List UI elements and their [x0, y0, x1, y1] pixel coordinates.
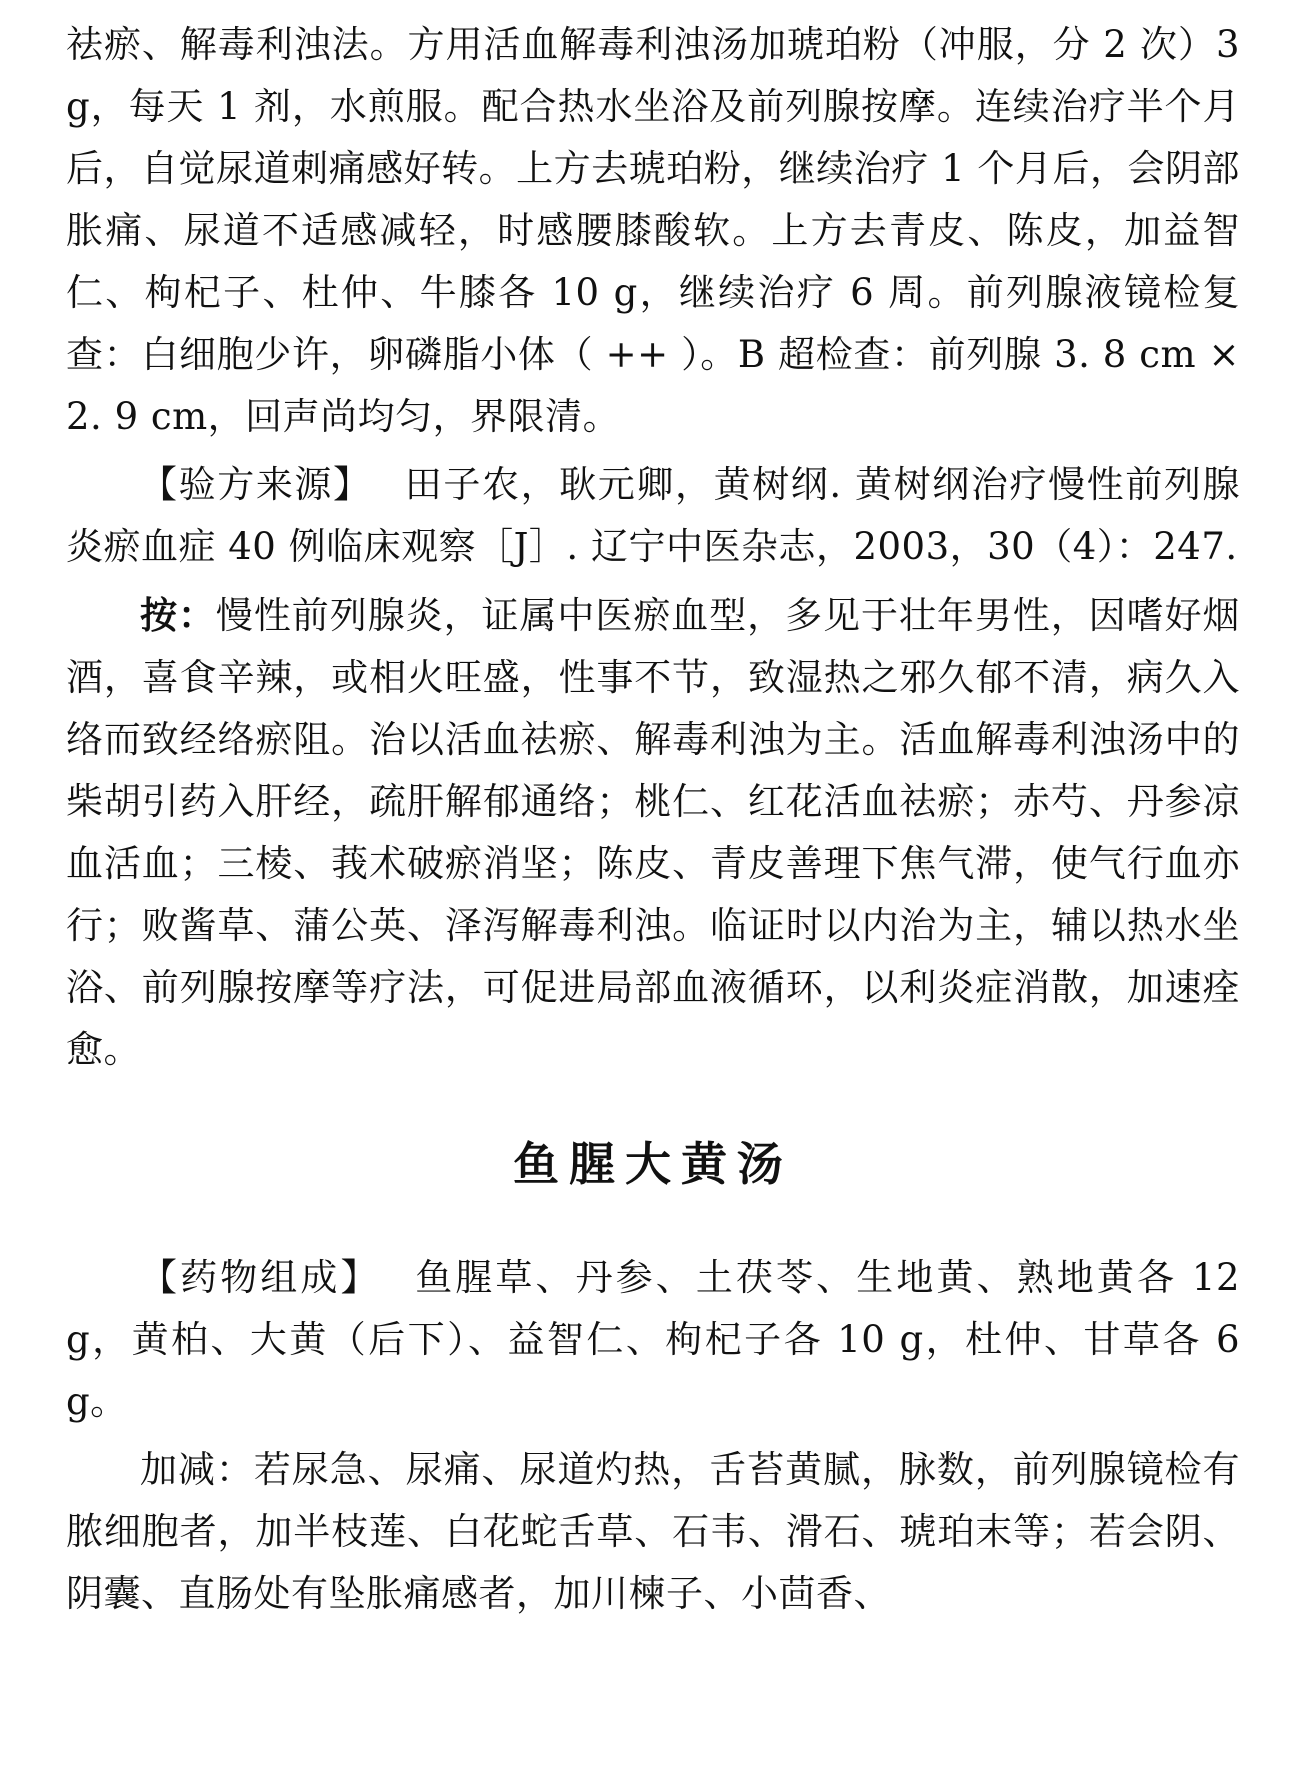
- source-paragraph: [66, 454, 1240, 578]
- source-label: 【验方来源】: [140, 463, 372, 506]
- note-paragraph: [66, 584, 1240, 1081]
- modification-text: 加减：若尿急、尿痛、尿道灼热，舌苔黄腻，脉数，前列腺镜检有脓细胞者，加半枝莲、白花蛇舌草、石韦、滑石、琥珀末等；若会阴、阴囊、直肠处有坠胀痛感者，加川楝子、小茴香、: [66, 1448, 1240, 1615]
- note-label: 按：: [140, 593, 216, 637]
- case-paragraph: [66, 14, 1240, 448]
- document-page: [66, 14, 1240, 1631]
- case-paragraph-text: 祛瘀、解毒利浊法。方用活血解毒利浊汤加琥珀粉（冲服，分 2 次）3 g，每天 1 剂，水煎服。配合热水坐浴及前列腺按摩。连续治疗半个月后，自觉尿道刺痛感好转。上方去琥珀粉，继续治疗 1 个月后，会阴部胀痛、尿道不适感减轻，时感腰膝酸软。上方去青皮、陈皮，加益智仁、枸杞子、杜仲、牛膝各 10 g，继续治疗 6 周。前列腺液镜检复查：白细胞少许，卵磷脂小体（ ++ ）。B 超检查：前列腺 3. 8 cm × 2. 9 cm，回声尚均匀，界限清。: [66, 23, 1240, 438]
- section-title: 鱼腥大黄汤: [513, 1137, 793, 1191]
- note-text: 慢性前列腺炎，证属中医瘀血型，多见于壮年男性，因嗜好烟酒，喜食辛辣，或相火旺盛，性事不节，致湿热之邪久郁不清，病久入络而致经络瘀阻。治以活血祛瘀、解毒利浊为主。活血解毒利浊汤中的柴胡引药入肝经，疏肝解郁通络；桃仁、红花活血祛瘀；赤芍、丹参凉血活血；三棱、莪术破瘀消坚；陈皮、青皮善理下焦气滞，使气行血亦行；败酱草、蒲公英、泽泻解毒利浊。临证时以内治为主，辅以热水坐浴、前列腺按摩等疗法，可促进局部血液循环，以利炎症消散，加速痊愈。: [66, 594, 1241, 1071]
- composition-paragraph: [66, 1247, 1240, 1433]
- composition-label: 【药物组成】: [140, 1256, 381, 1299]
- modification-paragraph: [66, 1439, 1240, 1625]
- composition-text: 鱼腥草、丹参、土茯苓、生地黄、熟地黄各 12 g，黄柏、大黄（后下）、益智仁、枸杞子各 10 g，杜仲、甘草各 6 g。: [66, 1256, 1241, 1423]
- source-citation: 田子农，耿元卿，黄树纲. 黄树纲治疗慢性前列腺炎瘀血症 40 例临床观察［J］. 辽宁中医杂志，2003，30（4）：247.: [66, 463, 1240, 568]
